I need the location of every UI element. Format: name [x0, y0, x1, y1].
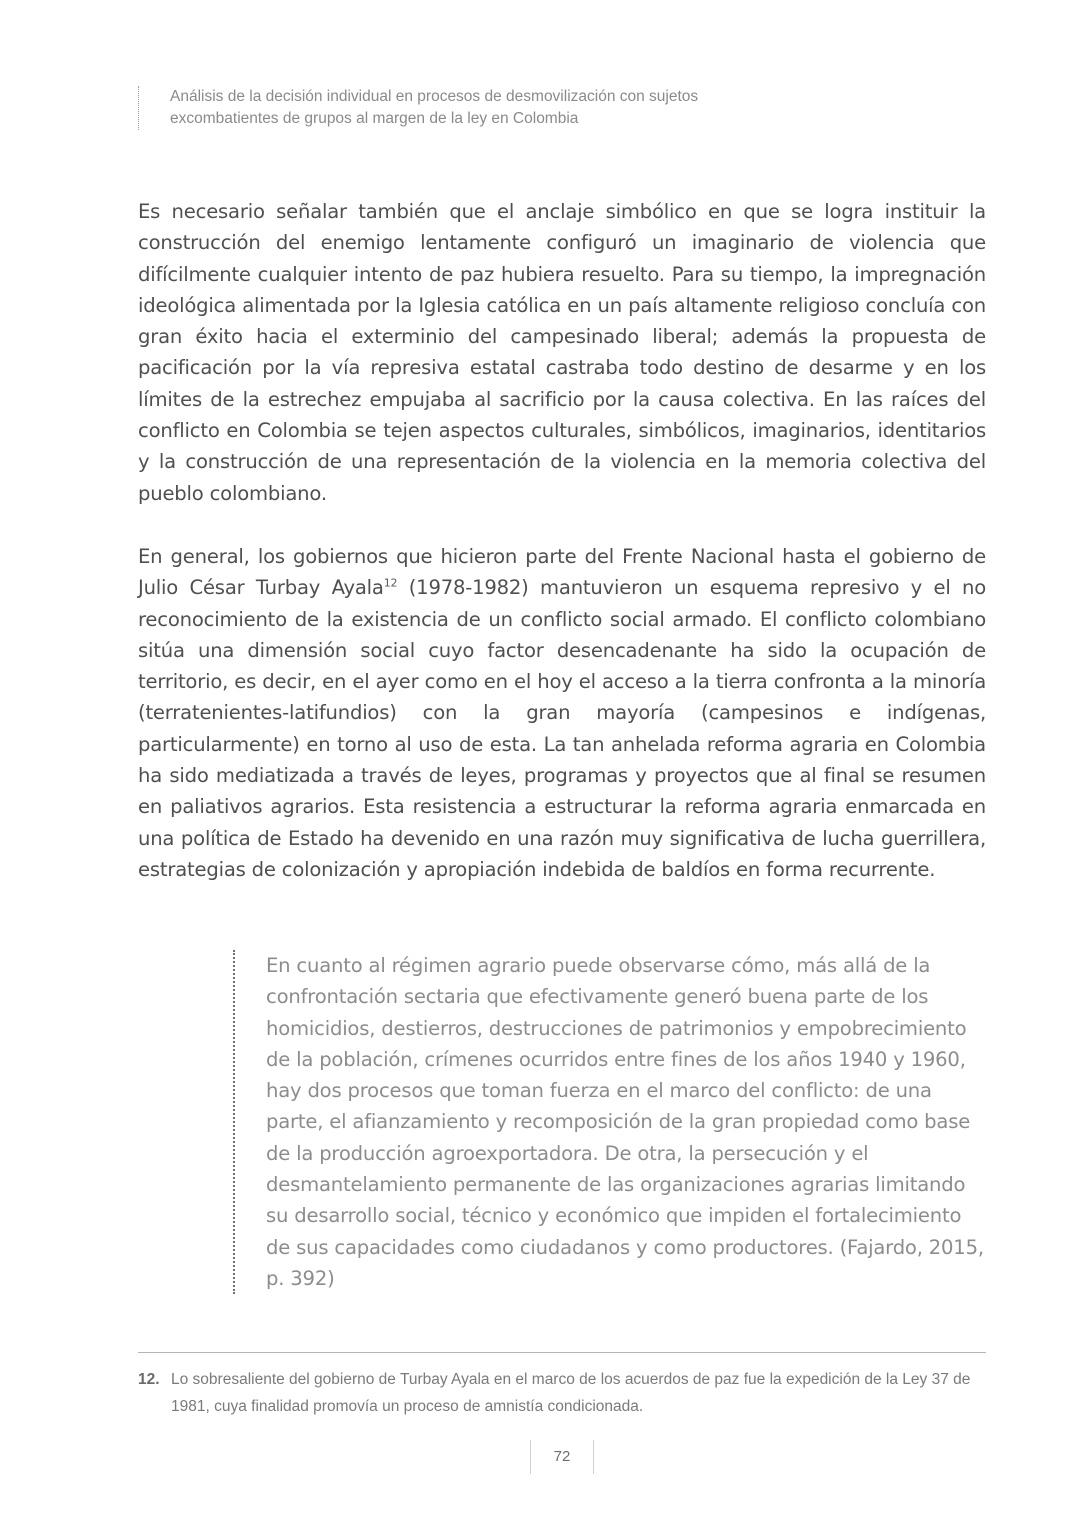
body-paragraph-1: Es necesario señalar también que el anclaje simbólico en que se logra instituir la construcción del enemigo lentamente configuró un imaginario de violencia que difícilmente cualquier intento de paz hubiera resuelto. Para su tiempo, la impregnación ideológica alimentada por la Iglesia católica en un país altamente religioso concluía con gran éxito hacia el exterminio del campesinado liberal; además la propuesta de pacificación por la vía represiva estatal castraba todo destino de desarme y en los límites de la estrechez empujaba al sacrificio por la causa colectiva. En las raíces del conflicto en Colombia se tejen aspectos culturales, simbólicos, imaginarios, identitarios y la construcción de una representación de la violencia en la memoria colectiva del pueblo colombiano. — [138, 200, 986, 505]
running-header-line-1: Análisis de la decisión individual en procesos de desmovilización con sujetos — [170, 88, 699, 105]
body-paragraph-2-part-2: (1978-1982) mantuvieron un esquema represivo y el no reconocimiento de la existencia de un conflicto social armado. El conflicto colombiano sitúa una dimensión social cuyo factor desencadenante ha sido la ocupación de territorio, es decir, en el ayer como en el hoy el acceso a la tierra confronta a la minoría (terratenientes-latifundios) con la gran mayoría (campesinos e indígenas, particularmente) en torno al uso de esta. La tan anhelada reforma agraria en Colombia ha sido mediatizada a través de leyes, programas y proyectos que al final se resumen en paliativos agrarios. Esta resistencia a estructurar la reforma agraria enmarcada en una política de Estado ha devenido en una razón muy significativa de lucha guerrillera, estrategias de colonización y apropiación indebida de baldíos en forma recurrente. — [138, 576, 986, 881]
page-number: 72 — [530, 1440, 594, 1474]
footnote-reference-12[interactable]: 12 — [383, 576, 398, 590]
block-quote-text: En cuanto al régimen agrario puede observarse cómo, más allá de la confrontación sectaria que efectivamente generó buena parte de los homicidios, destierros, destrucciones de patrimonios y empobrecimiento de la población, crímenes ocurridos entre fines de los años 1940 y 1960, hay dos procesos que toman fuerza en el marco del conflicto: de una parte, el afianzamiento y recomposición de la gran propiedad como base de la producción agroexportadora. De otra, la persecución y el desmantelamiento permanente de las organizaciones agrarias limitando su desarrollo social, técnico y económico que impiden el fortalecimiento de sus capacidades como ciudadanos y como productores. (Fajardo, 2015, p. 392) — [266, 954, 984, 1290]
footnote-12 — [138, 1366, 986, 1420]
footnote-text: Lo sobresaliente del gobierno de Turbay Ayala en el marco de los acuerdos de paz fue la expedición de la Ley 37 de 1981, cuya finalidad promovía un proceso de amnistía condicionada. — [171, 1371, 971, 1415]
footnote-number: 12. — [138, 1371, 160, 1388]
body-paragraph-2-part-1: En general, los gobiernos que hicieron parte del Frente Nacional hasta el gobierno de Julio César Turbay Ayala — [138, 545, 986, 600]
running-header — [138, 86, 870, 130]
body-paragraph-2 — [138, 541, 986, 885]
running-header-line-2: excombatientes de grupos al margen de la ley en Colombia — [170, 110, 579, 127]
footnote-divider — [138, 1352, 986, 1353]
block-quote — [233, 950, 985, 1294]
